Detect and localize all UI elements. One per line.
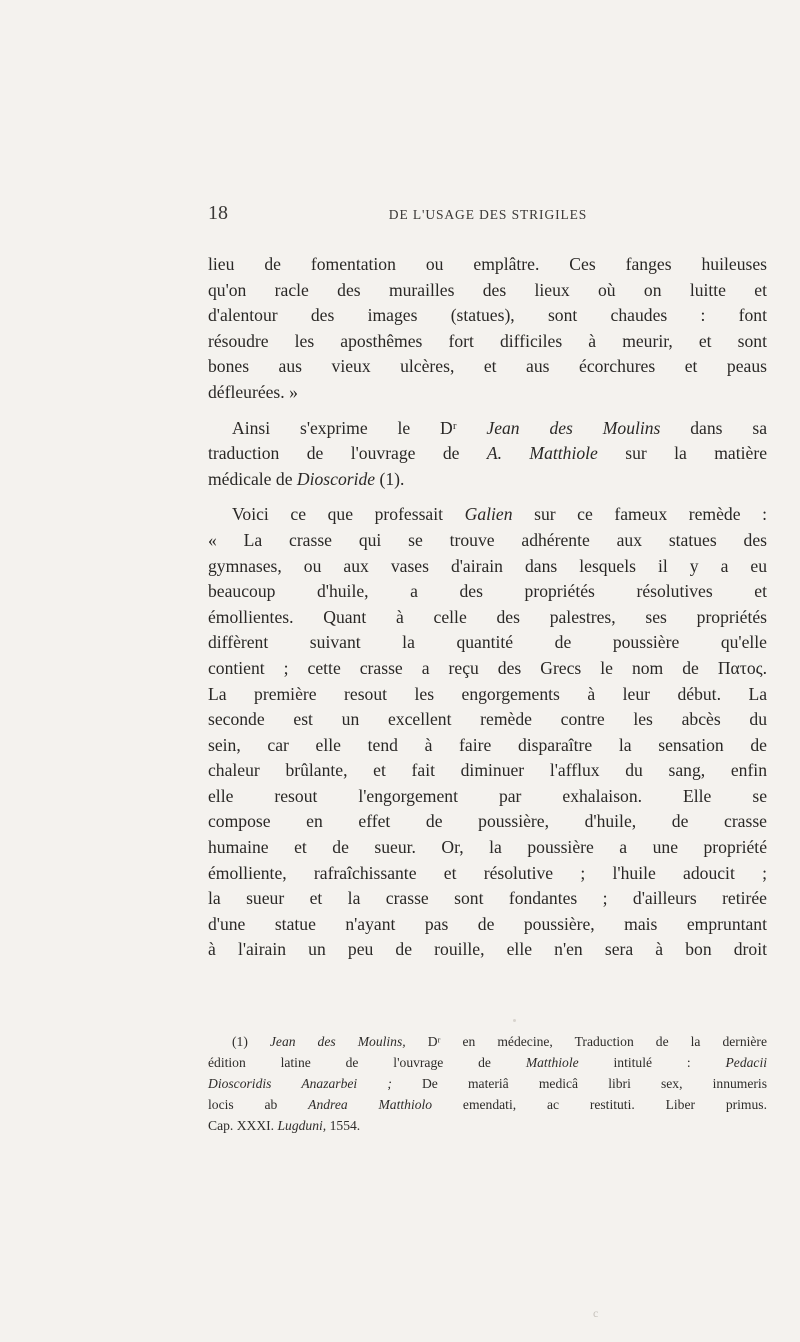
text-line: émolliente, rafraîchissante et résolutive ; l'huile adoucit ;	[208, 862, 767, 883]
text-line: humaine et de sueur. Or, la poussière a une propriété	[208, 837, 767, 858]
footnote-marker: (1)	[232, 1034, 270, 1049]
text-segment: dans sa	[660, 417, 768, 438]
bottom-mark: c	[593, 1306, 599, 1320]
person-name: Galien	[464, 504, 513, 525]
text-line: d'alentour des images (statues), sont chaudes : font	[208, 305, 767, 326]
footnote-line	[208, 1031, 767, 1052]
text-line: bones aus vieux ulcères, et aus écorchures et peaus	[208, 356, 767, 377]
running-title: DE L'USAGE DES STRIGILES	[388, 207, 588, 222]
text-line: contient ; cette crasse a reçu des Grecs le nom de Πατος.	[208, 657, 767, 678]
work-title: Dioscoride	[296, 468, 376, 489]
page-number: 18	[208, 202, 228, 224]
paragraph-3	[208, 502, 767, 963]
text-line: diffèrent suivant la quantité de poussière qu'elle	[208, 632, 767, 653]
text-line: résoudre les aposthêmes fort difficiles à meurir, et sont	[208, 330, 767, 351]
text-line: chaleur brûlante, et fait diminuer l'afflux du sang, enfin	[208, 760, 767, 781]
text-segment: locis ab	[208, 1097, 309, 1112]
printing-speck	[513, 1019, 516, 1022]
footnote-line	[208, 1094, 767, 1115]
text-line	[208, 467, 767, 493]
footnote	[208, 1031, 767, 1136]
text-segment: traduction de l'ouvrage de	[208, 443, 487, 464]
person-name: Andrea Matthiolo	[308, 1097, 433, 1112]
text-segment: intitulé :	[578, 1055, 726, 1070]
text-line: lieu de fomentation ou emplâtre. Ces fanges huileuses	[208, 254, 767, 274]
text-line: qu'on racle des murailles des lieux où on luitte et	[208, 279, 767, 300]
text-line: elle resout l'engorgement par exhalaison. Elle se	[208, 785, 767, 806]
text-segment: sur la matière	[597, 443, 767, 464]
text-segment: Ainsi s'exprime le Dʳ	[232, 417, 487, 438]
work-title: Pedacii	[725, 1055, 768, 1070]
text-segment: édition latine de l'ouvrage de	[208, 1055, 526, 1070]
footnote-line	[208, 1073, 767, 1094]
text-line: beaucoup d'huile, a des propriétés résolutives et	[208, 581, 767, 602]
author-name: A. Matthiole	[486, 443, 598, 464]
body-text	[208, 252, 767, 963]
work-title: Dioscoridis Anazarbei ;	[208, 1076, 392, 1091]
text-line	[208, 441, 767, 467]
text-segment: 1554.	[326, 1118, 361, 1133]
text-segment: Voici ce que professait	[232, 504, 465, 525]
text-line: « La crasse qui se trouve adhérente aux statues des	[208, 529, 767, 550]
text-line: d'une statue n'ayant pas de poussière, mais empruntant	[208, 913, 767, 934]
text-line: gymnases, ou aux vases d'airain dans lesquels il y a eu	[208, 555, 767, 576]
text-segment: De materiâ medicâ libri sex, innumeris	[391, 1076, 767, 1091]
text-line: défleurées. »	[208, 381, 298, 402]
footnote-line	[208, 1115, 767, 1136]
text-segment: Dʳ en médecine, Traduction de la dernière	[405, 1034, 767, 1049]
text-line: la sueur et la crasse sont fondantes ; d'ailleurs retirée	[208, 888, 767, 909]
person-name: Jean des Moulins	[486, 417, 661, 438]
text-line: émollientes. Quant à celle des palestres, ses propriétés	[208, 606, 767, 627]
place-name: Lugduni,	[277, 1118, 327, 1133]
text-line: compose en effet de poussière, d'huile, de crasse	[208, 811, 767, 832]
text-line: à l'airain un peu de rouille, elle n'en sera à bon droit	[208, 939, 767, 960]
text-segment: Cap. XXXI.	[208, 1118, 278, 1133]
text-segment: sur ce fameux remède :	[512, 504, 767, 525]
footnote-line	[208, 1052, 767, 1073]
text-line	[208, 502, 767, 528]
person-name: Jean des Moulins,	[269, 1034, 406, 1049]
text-line: seconde est un excellent remède contre les abcès du	[208, 709, 767, 730]
text-segment: (1).	[375, 468, 405, 489]
text-line: sein, car elle tend à faire disparaître la sensation de	[208, 734, 767, 755]
text-segment: emendati, ac restituti. Liber primus.	[432, 1097, 767, 1112]
page-header	[208, 202, 768, 232]
text-line: La première resout les engorgements à leur début. La	[208, 683, 767, 704]
paragraph-1	[208, 252, 767, 406]
paragraph-2	[208, 416, 767, 493]
text-line	[208, 416, 767, 442]
author-name: Matthiole	[525, 1055, 579, 1070]
text-segment: médicale de	[208, 468, 297, 489]
